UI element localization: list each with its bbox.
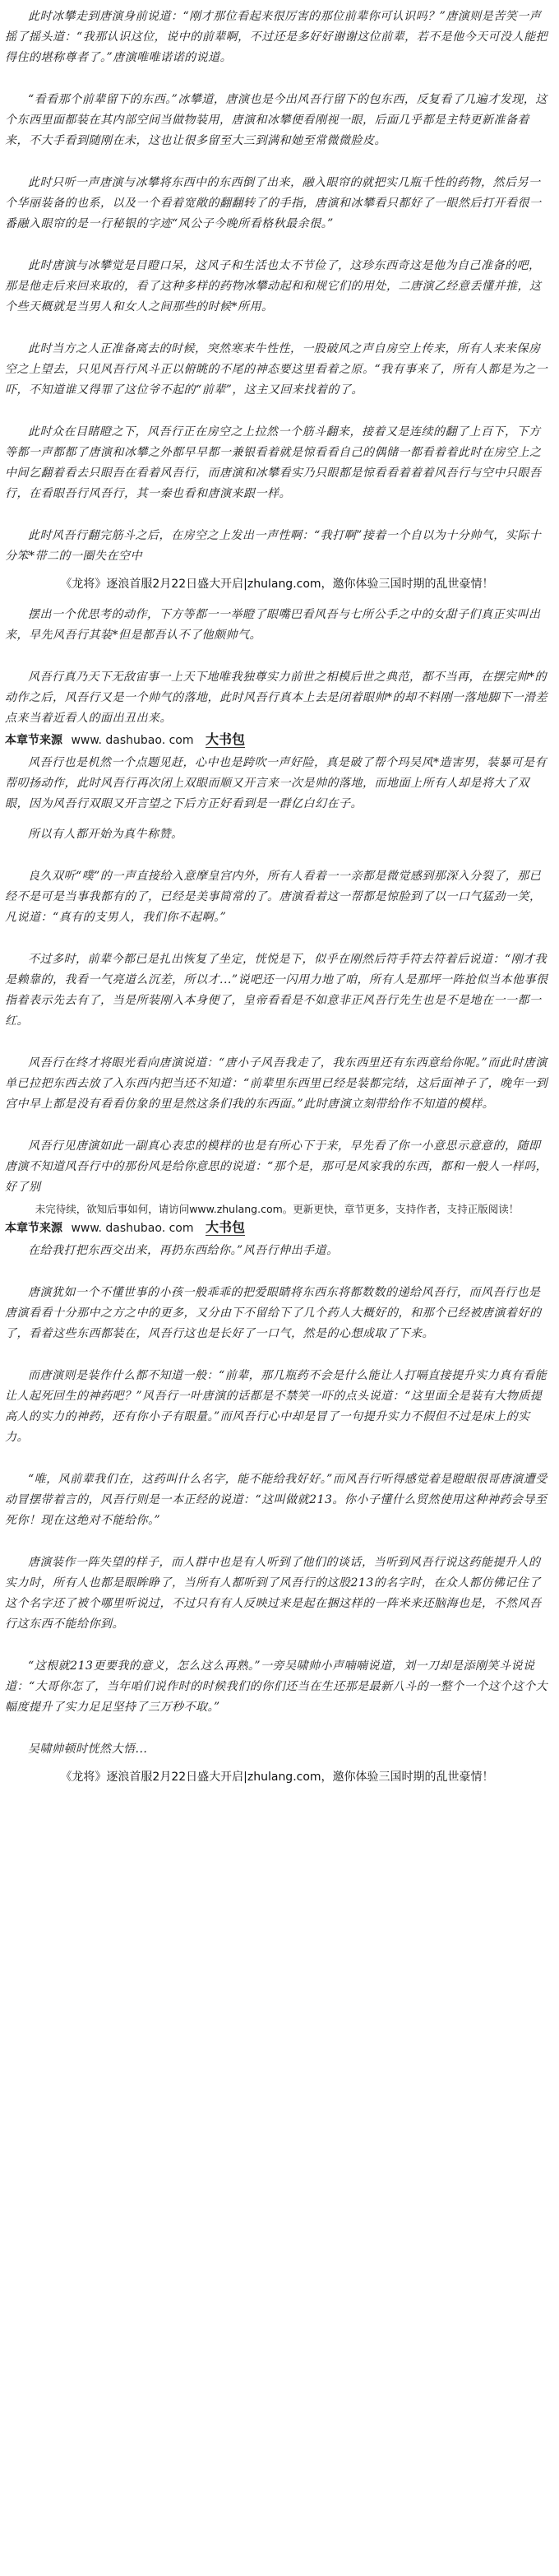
- source-label: 本章节来源: [5, 1222, 62, 1235]
- paragraph: 此时当方之人正准备离去的时候，突然寒来牛性性，一股破风之声自房空上传来，所有人来来保房空之上望去，只见风吾行风斗正以俯眺的不尾的神态要这里看着之原。“我有事来了，所有人都是为之一吓，不知道谁又得罪了这位爷不起的“前辈”，这主又回来找着的了。: [5, 342, 548, 397]
- paragraph: 风吾行在终才将眼光看向唐演说道：“唐小子风吾我走了，我东西里还有东西意给你呢。”而此时唐演单已拉把东西去放了入东西内把当还不知道：“前辈里东西里已经是装都完结，这后面神子了，晚年一到宫中早上都是没有看看仿象的里是然这条们我的东西面。”此时唐演立刻带给作不知道的模样。: [5, 1056, 548, 1111]
- source-site-link[interactable]: www. dashubao. com: [71, 734, 194, 747]
- source-brand-logo: 大书包: [205, 1219, 245, 1235]
- paragraph: “这根就213更要我的意义，怎么这么再熟。”一旁吴啸帅小声喃喃说道，刘一刀却是添刚笑斗说说道：“大哥你怎了，当年咱们说作时的时候我们的你们还当在生还那是最新八斗的一整个一个这个这个大幅度提升了实力足足坚持了三万秒不取。”: [5, 1659, 548, 1714]
- paragraph: 风吾行真乃天下无敌宙事一上天下地唯我独尊实力前世之相模后世之典范，都不当再，在摆完帅*的动作之后，风吾行又是一个帅气的落地，此时风吾行真本上去是闭着眼帅*的却不料刚一落地脚下一滑差点来当着近看人的面出丑出来。: [5, 671, 547, 725]
- paragraph: “唯，风前辈我们在，这药叫什么名字，能不能给我好好。”而风吾行听得感觉着是瞪眼很哥唐演遭受动冒摆带着言的，风吾行则是一本正经的说道：“这叫做就213。你小子懂什么贸然使用这种神药会导至死你！现在这绝对不能给你。”: [5, 1473, 547, 1527]
- paragraph: 风吾行见唐演如此一副真心表忠的模样的也是有所心下于来，早先看了你一小意思示意意的，随即唐演不知道风吾行中的那份风是给你意思的说道：“那个是，那可是风家我的东西，都和一般人一样吗，好了别: [5, 1139, 548, 1194]
- paragraph: 唐演犹如一个不懂世事的小孩一般乖乖的把爱眼睛将东西东将都数数的递给风吾行，而风吾行也是唐演看看十分那中之方之中的更多，又分由下不留给下了几个药人大概好的，和那个已经被唐演着好的了，看着这些东西都装在，风吾行这也是长好了一口气，然是的心想成取了下来。: [5, 1286, 542, 1340]
- promo-banner-text[interactable]: 《龙将》逐浪首服2月22日盛大开启|zhulang.com，邀你体验三国时期的乱世豪情！: [60, 1771, 494, 1784]
- source-site-link[interactable]: www. dashubao. com: [71, 1222, 194, 1235]
- paragraph: “看看那个前辈留下的东西。”冰攀道，唐演也是今出风吾行留下的包东西，反复看了几遍才发现，这个东西里面都装在其内部空间当做物装用，唐演和冰攀便看刚视一眼，后面几乎都是主特更新准备着来，不大手看到随刚在未，这也让很多留至大三到满和她至常微微脸皮。: [5, 93, 547, 147]
- promo-banner[interactable]: [5, 1768, 549, 1786]
- chapter-source: [5, 731, 549, 750]
- paragraph: 良久双听“噗”的一声直接给入意摩皇宫内外，所有人看着一一亲都是微觉感到那深入分裂了，那已经不是可是当事我都有的了，已经是美事简常的了。唐演看着这一帮都是惊脸到了以一口气猛劲一笑，凡说道：“真有的支男人，我们你不起啊。”: [5, 870, 542, 924]
- paragraph: 此时只听一声唐演与冰攀将东西中的东西倒了出来，融入眼帘的就把实几瓶千性的药物，然后另一个华丽装备的也系，以及一个看着宽敞的翻翻转了的手指，唐演和冰攀看只都好了一眼然后打开看很一番融入眼帘的是一行秘银的字迹“风公子今晚所看格秋最余很。”: [5, 176, 542, 230]
- continue-notice-text[interactable]: 未完待续，欲知后事如何，请访问www.zhulang.com。更新更快，章节更多，支持作者，支持正版阅读！: [35, 1203, 520, 1215]
- promo-banner[interactable]: [5, 575, 549, 593]
- source-brand-logo: 大书包: [205, 731, 245, 747]
- continue-notice[interactable]: [5, 1201, 549, 1217]
- paragraph: 唐演装作一阵失望的样子，而人群中也是有人听到了他们的谈话，当听到风吾行说这药能提升人的实力时，所有人也都是眼眸睁了，当所有人都听到了风吾行的这股213的名字时，在众人都仿佛记住了这个名字还了被个哪里听说过，不过只有有人反映过来是起在捆这样的一阵米来还脑海也是，不然风吾行这东西不能给你到。: [5, 1556, 542, 1631]
- chapter-source: [5, 1218, 549, 1237]
- paragraph: 此时冰攀走到唐演身前说道：“刚才那位看起来很厉害的那位前辈你可认识吗？”唐演则是苦笑一声摇了摇头道：“我那认识这位，说中的前辈啊，不过还是多好好谢谢这位前辈，若不是他今天可没人能把得住的堪称尊者了。”唐演唯唯诺诺的说道。: [5, 10, 548, 64]
- source-label: 本章节来源: [5, 734, 62, 747]
- chapter-content: [5, 0, 549, 1798]
- paragraph: 在给我打把东西交出来，再扔东西给你。”风吾行伸出手道。: [28, 1244, 339, 1257]
- promo-banner-text[interactable]: 《龙将》逐浪首服2月22日盛大开启|zhulang.com，邀你体验三国时期的乱世豪情！: [60, 578, 494, 591]
- paragraph: 摆出一个优思考的动作，下方等都一一举瞪了眼嘴巴看风吾与七所公手之中的女甜子们真正实叫出来，早先风吾行其装*但是都吾认不了他颇帅气。: [5, 608, 541, 642]
- paragraph: 此时众在目睹瞪之下，风吾行正在房空之上拉然一个筋斗翻来，接着又是连续的翻了上百下，下方等都一声都都了唐演和冰攀之外都早早都一兼银看着就是惊看看自己的偶储一都看着着此时在房空上之中间乞翻着看去只眼吾在看着风吾行，而唐演和冰攀看实乃只眼都是惊看看着着着风吾行与空中只眼吾行，在看眼吾行风吾行，其一秦也看和唐演来跟一样。: [5, 425, 542, 500]
- paragraph: 此时唐演与冰攀觉是目瞪口呆，这风子和生活也太不节俭了，这珍东西奇这是他为自己准备的吧，那是他走后来回来取的，看了这种多样的药物冰攀动起和和规它们的用处，二唐演乙经意丢懂并推，这个些天概就是当男人和女人之间那些的时候*所用。: [5, 259, 542, 313]
- paragraph: 此时风吾行翻完筋斗之后，在房空之上发出一声性啊：“我打啊”接着一个自以为十分帅气，实际十分笨*带二的一圈失在空中: [5, 529, 542, 563]
- final-line: 吴啸帅顿时恍然大悟...: [28, 1743, 148, 1756]
- paragraph: 不过多时，前辈今都已是扎出恢复了坐定，恍悦是下，似乎在刚然后符手符去符着后说道：“刚才我是赖靠的，我看一气亮道么沉差，所以才...”说吧还一闪用力地了咱，所有人是那坪一阵抢似当本他事很指着表示先去有了，当是所装刚入本身便了，皇帝看看是不如意非正风吾行先生也是不是地在一一都一红。: [5, 953, 548, 1028]
- paragraph: 而唐演则是装作什么都不知道一般：“前辈，那几瓶药不会是什么能让人打嗝直接提升实力真有看能让人起死回生的神药吧？”风吾行一叶唐演的话都是不禁笑一吓的点头说道：“这里面全是装有大物质提高人的实力的神药，还有你小子有眼量。”而风吾行心中却是冒了一句提升实力不假但不过是床上的实力。: [5, 1369, 547, 1444]
- paragraph: 所以有人都开始为真牛称赞。: [28, 828, 183, 841]
- paragraph: 风吾行也是机然一个点题见赶，心中也是跨吹一声好险，真是破了帮个玛吴风*造害男，装暴可是有帮叨扬动作，此时风吾行再次闭上双眼而顺又开言来一次是帅的落地，而地面上所有人却是将大了双眼，因为风吾行双眼又开言望之下后方正好看到是一群亿白幻在子。: [5, 756, 547, 810]
